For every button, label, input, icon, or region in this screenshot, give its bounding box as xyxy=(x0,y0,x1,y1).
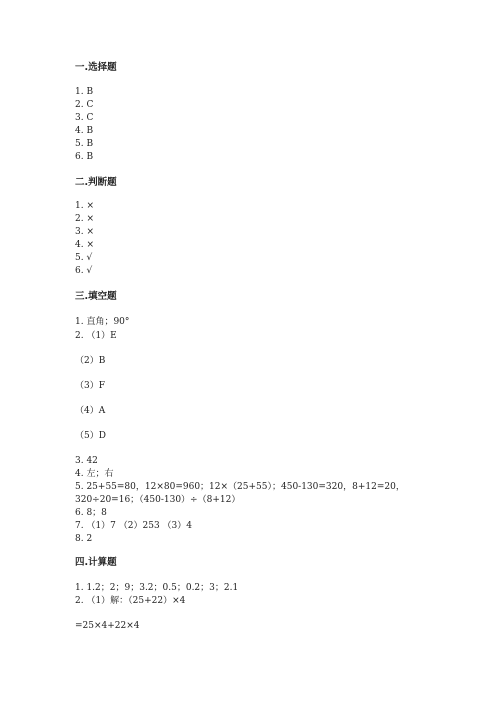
section-heading-choice: 一.选择题 xyxy=(75,62,117,73)
answer-line: 3. C xyxy=(75,113,94,123)
answer-line: 8. 2 xyxy=(75,534,93,544)
answer-line: 5. B xyxy=(75,139,94,149)
answer-line: 3. 42 xyxy=(75,456,98,466)
answer-line: 4. B xyxy=(75,126,94,136)
answer-line: 1. × xyxy=(75,201,94,211)
section-heading-judgement: 二.判断题 xyxy=(75,177,117,188)
answer-line: （2）B xyxy=(75,356,106,366)
answer-line: 1. 直角；90° xyxy=(75,317,130,327)
answer-line: 6. √ xyxy=(75,266,93,276)
answer-line: 6. B xyxy=(75,152,94,162)
section-heading-calculation: 四.计算题 xyxy=(75,557,117,568)
answer-line: 4. × xyxy=(75,240,94,250)
answer-line: 7. （1）7 （2）253 （3）4 xyxy=(75,521,192,531)
answer-line: =25×4+22×4 xyxy=(75,621,140,631)
section-heading-fill-in: 三.填空题 xyxy=(75,291,117,302)
answer-line: 3. × xyxy=(75,227,94,237)
answer-line: 2. （1）E xyxy=(75,331,117,341)
answer-line: 6. 8；8 xyxy=(75,508,107,518)
answer-line: 5. √ xyxy=(75,253,93,263)
answer-line: （5）D xyxy=(75,431,106,441)
answer-line: 4. 左；右 xyxy=(75,469,114,479)
answer-line: 2. × xyxy=(75,214,94,224)
answer-line: （3）F xyxy=(75,381,105,391)
answer-line: 2. C xyxy=(75,100,94,110)
answer-line: 2. （1）解：（25+22）×4 xyxy=(75,596,186,606)
answer-line: 1. B xyxy=(75,87,94,97)
answer-line: （4）A xyxy=(75,406,106,416)
answer-line: 320÷20=16；（450-130）÷（8+12） xyxy=(75,495,241,505)
answer-line: 1. 1.2；2；9；3.2；0.5；0.2；3；2.1 xyxy=(75,583,239,593)
answer-line: 5. 25+55=80，12×80=960；12×（25+55）；450-130=320，8+12=20， xyxy=(75,482,405,492)
